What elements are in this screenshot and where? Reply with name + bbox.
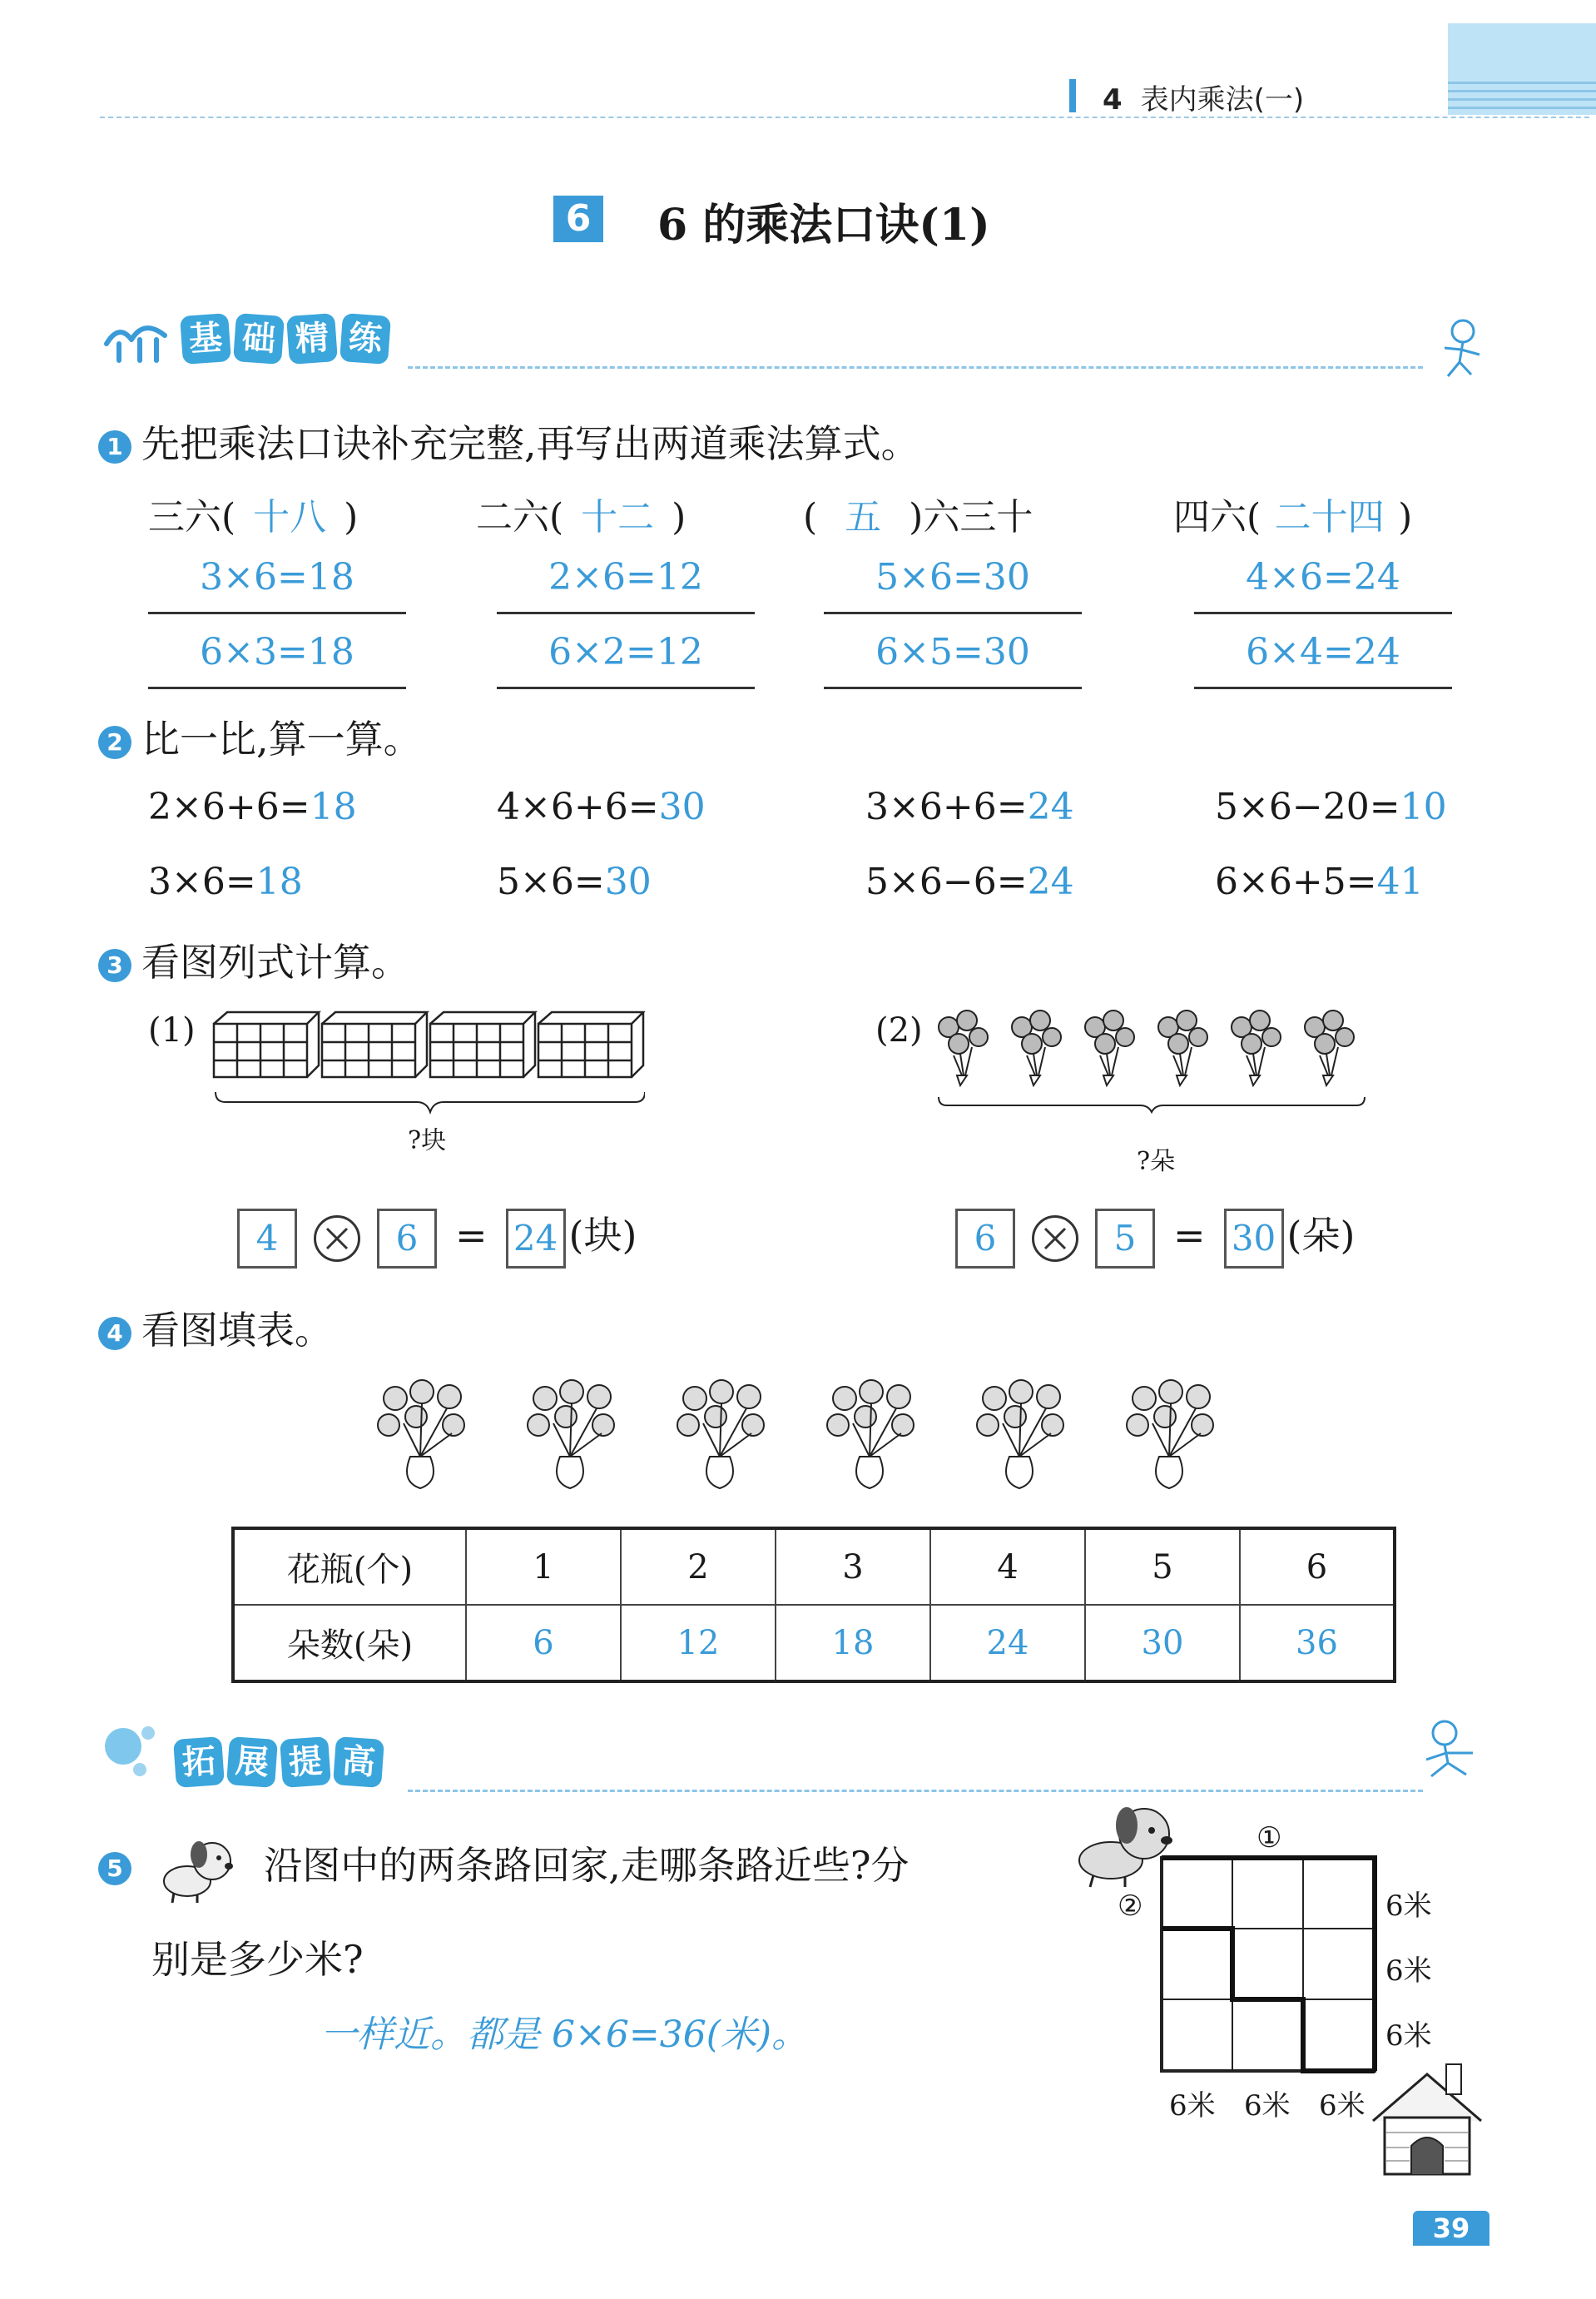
calc-item — [1215, 786, 1447, 828]
rhyme-prefix: ( — [803, 496, 818, 539]
header-divider — [100, 117, 1589, 118]
table-cell: 3 — [776, 1528, 930, 1605]
equation-2 — [955, 1205, 1355, 1269]
table-cell: 2 — [621, 1528, 776, 1605]
lying-kid-icon — [1415, 1716, 1489, 1783]
question-number: 1 — [98, 430, 131, 464]
rhyme-1 — [148, 487, 358, 540]
equation-answer[interactable]: 6×3=18 — [148, 616, 406, 689]
rhyme-4 — [1173, 487, 1412, 540]
rhyme-answer[interactable]: 十八 — [253, 496, 327, 539]
answer-box[interactable]: 30 — [1224, 1209, 1284, 1269]
equation-answer[interactable]: 6×4=24 — [1194, 616, 1452, 689]
calc-item — [865, 786, 1074, 828]
question-text: 比一比,算一算。 — [141, 717, 422, 762]
table-answer-cell[interactable]: 12 — [621, 1605, 776, 1681]
rhyme-answer[interactable]: 二十四 — [1274, 496, 1385, 539]
question-5 — [98, 1831, 910, 1906]
calc-expression: 5×6−6= — [865, 861, 1028, 903]
table-header-cell: 花瓶(个) — [233, 1528, 466, 1605]
equation-answer[interactable]: 3×6=18 — [148, 541, 406, 614]
calc-item — [1215, 861, 1424, 903]
equation-answer[interactable]: 4×6=24 — [1194, 541, 1452, 614]
side-length-label: 6米 — [1385, 1954, 1432, 1988]
question-text: 沿图中的两条路回家,走哪条路近些?分 — [264, 1843, 910, 1888]
calc-item — [497, 861, 652, 903]
side-length-label: 6米 — [1385, 1889, 1432, 1923]
brace-label: ?朵 — [1137, 1147, 1176, 1176]
banner-char: 展 — [226, 1736, 278, 1788]
table-answer-cell[interactable]: 36 — [1240, 1605, 1395, 1681]
table-answer-cell[interactable]: 30 — [1085, 1605, 1240, 1681]
operator-circle[interactable] — [314, 1215, 360, 1262]
equation-answer[interactable]: 6×5=30 — [824, 616, 1082, 689]
side-length-label: 6米 — [1385, 2019, 1432, 2053]
equation-answer[interactable]: 6×2=12 — [497, 616, 755, 689]
rhyme-answer[interactable]: 五 — [845, 496, 882, 539]
answer-box[interactable]: 5 — [1095, 1209, 1155, 1269]
calc-answer[interactable]: 18 — [310, 786, 357, 828]
table-cell: 6 — [1240, 1528, 1395, 1605]
question-1 — [98, 414, 919, 469]
q5-answer[interactable]: 一样近。都是 6×6=36(米)。 — [320, 2013, 809, 2056]
runner-icon — [1431, 316, 1489, 383]
calc-answer[interactable]: 30 — [604, 861, 652, 903]
table-cell: 1 — [466, 1528, 621, 1605]
question-text-line2: 别是多少米? — [151, 1937, 364, 1982]
sprout-icon — [98, 315, 173, 365]
calc-expression: 2×6+6= — [148, 786, 310, 828]
calc-item — [865, 861, 1074, 903]
header-accent-bar — [1069, 79, 1076, 112]
banner-divider — [408, 1790, 1423, 1792]
rhyme-suffix: ) — [1398, 496, 1413, 539]
calc-answer[interactable]: 10 — [1400, 786, 1447, 828]
lesson-badge: 6 — [553, 196, 603, 242]
unit-label: (块) — [568, 1213, 637, 1258]
equals-sign: = — [1173, 1213, 1206, 1258]
table-answer-cell[interactable]: 18 — [776, 1605, 930, 1681]
equation-answer[interactable]: 5×6=30 — [824, 541, 1082, 614]
blocks-figure — [212, 1009, 645, 1125]
table-row — [233, 1605, 1395, 1681]
rhyme-suffix: ) — [672, 496, 686, 539]
question-2 — [98, 709, 422, 764]
puppy-icon — [154, 1831, 245, 1906]
answer-box[interactable]: 4 — [237, 1209, 297, 1269]
rhyme-prefix: 二六( — [476, 496, 564, 539]
banner-char: 高 — [333, 1736, 384, 1788]
bottom-length-label: 6米 — [1319, 2089, 1366, 2123]
route-2-label: ② — [1118, 1889, 1143, 1923]
flower-bouquets-figure — [930, 1006, 1380, 1114]
table-row — [233, 1528, 1395, 1605]
banner-char: 精 — [286, 313, 338, 365]
bubbles-icon — [98, 1721, 165, 1780]
answer-box[interactable]: 6 — [377, 1209, 437, 1269]
operator-circle[interactable] — [1032, 1215, 1078, 1262]
equation-1 — [237, 1205, 637, 1269]
calc-item — [148, 861, 303, 903]
chapter-title: 表内乘法(一) — [1140, 83, 1305, 117]
section-banner-extend — [175, 1738, 383, 1786]
banner-divider — [408, 366, 1423, 369]
question-number: 5 — [98, 1852, 131, 1885]
equation-answer[interactable]: 2×6=12 — [497, 541, 755, 614]
banner-char: 础 — [233, 313, 285, 365]
table-cell: 5 — [1085, 1528, 1240, 1605]
calc-answer[interactable]: 41 — [1376, 861, 1424, 903]
calc-answer[interactable]: 24 — [1027, 786, 1074, 828]
question-number: 4 — [98, 1317, 131, 1350]
lesson-title: 6 的乘法口诀(1) — [657, 200, 990, 251]
calc-expression: 4×6+6= — [497, 786, 659, 828]
chapter-number: 4 — [1103, 83, 1123, 117]
bottom-length-label: 6米 — [1169, 2089, 1216, 2123]
bottom-length-label: 6米 — [1244, 2089, 1291, 2123]
route-1-label: ① — [1256, 1821, 1282, 1855]
banner-char: 练 — [340, 313, 391, 365]
table-answer-cell[interactable]: 24 — [930, 1605, 1085, 1681]
calc-expression: 5×6−20= — [1215, 786, 1400, 828]
header-stripes — [1448, 23, 1596, 115]
table-cell: 4 — [930, 1528, 1085, 1605]
rhyme-prefix: 三六( — [148, 496, 236, 539]
flower-vases-figure — [370, 1373, 1269, 1507]
question-text: 先把乘法口诀补充完整,再写出两道乘法算式。 — [141, 421, 919, 466]
question-4 — [98, 1300, 333, 1355]
question-text: 看图填表。 — [141, 1308, 333, 1353]
calc-expression: 6×6+5= — [1215, 861, 1377, 903]
section-banner-basic — [181, 315, 389, 363]
banner-char: 拓 — [173, 1736, 225, 1788]
calc-answer[interactable]: 18 — [255, 861, 303, 903]
rhyme-suffix: )六三十 — [909, 496, 1033, 539]
question-number: 2 — [98, 726, 131, 759]
question-3 — [98, 932, 409, 987]
equals-sign: = — [455, 1213, 488, 1258]
calc-item — [148, 786, 357, 828]
answer-box[interactable]: 6 — [955, 1209, 1015, 1269]
page-number: 39 — [1413, 2211, 1489, 2246]
banner-char: 提 — [280, 1736, 331, 1788]
banner-char: 基 — [180, 313, 231, 365]
part-label-2: (2) — [875, 1011, 923, 1050]
calc-item — [497, 786, 706, 828]
rhyme-prefix: 四六( — [1173, 496, 1261, 539]
part-label-1: (1) — [148, 1011, 196, 1050]
calc-expression: 3×6= — [148, 861, 256, 903]
calc-answer[interactable]: 30 — [658, 786, 706, 828]
route-grid — [1158, 1855, 1383, 2079]
rhyme-suffix: ) — [344, 496, 359, 539]
calc-expression: 5×6= — [497, 861, 605, 903]
calc-expression: 3×6+6= — [865, 786, 1028, 828]
rhyme-answer[interactable]: 十二 — [581, 496, 655, 539]
doghouse-icon — [1365, 2056, 1489, 2181]
rhyme-2 — [476, 487, 686, 540]
answer-box[interactable]: 24 — [506, 1209, 566, 1269]
question-text: 看图列式计算。 — [141, 940, 409, 985]
table-header-cell: 朵数(朵) — [233, 1605, 466, 1681]
calc-answer[interactable]: 24 — [1027, 861, 1074, 903]
fill-table — [231, 1527, 1396, 1683]
table-answer-cell[interactable]: 6 — [466, 1605, 621, 1681]
question-number: 3 — [98, 949, 131, 982]
rhyme-3 — [803, 487, 1033, 540]
brace-label: ?块 — [408, 1126, 447, 1155]
unit-label: (朵) — [1286, 1213, 1356, 1258]
chapter-header — [1103, 77, 1304, 117]
